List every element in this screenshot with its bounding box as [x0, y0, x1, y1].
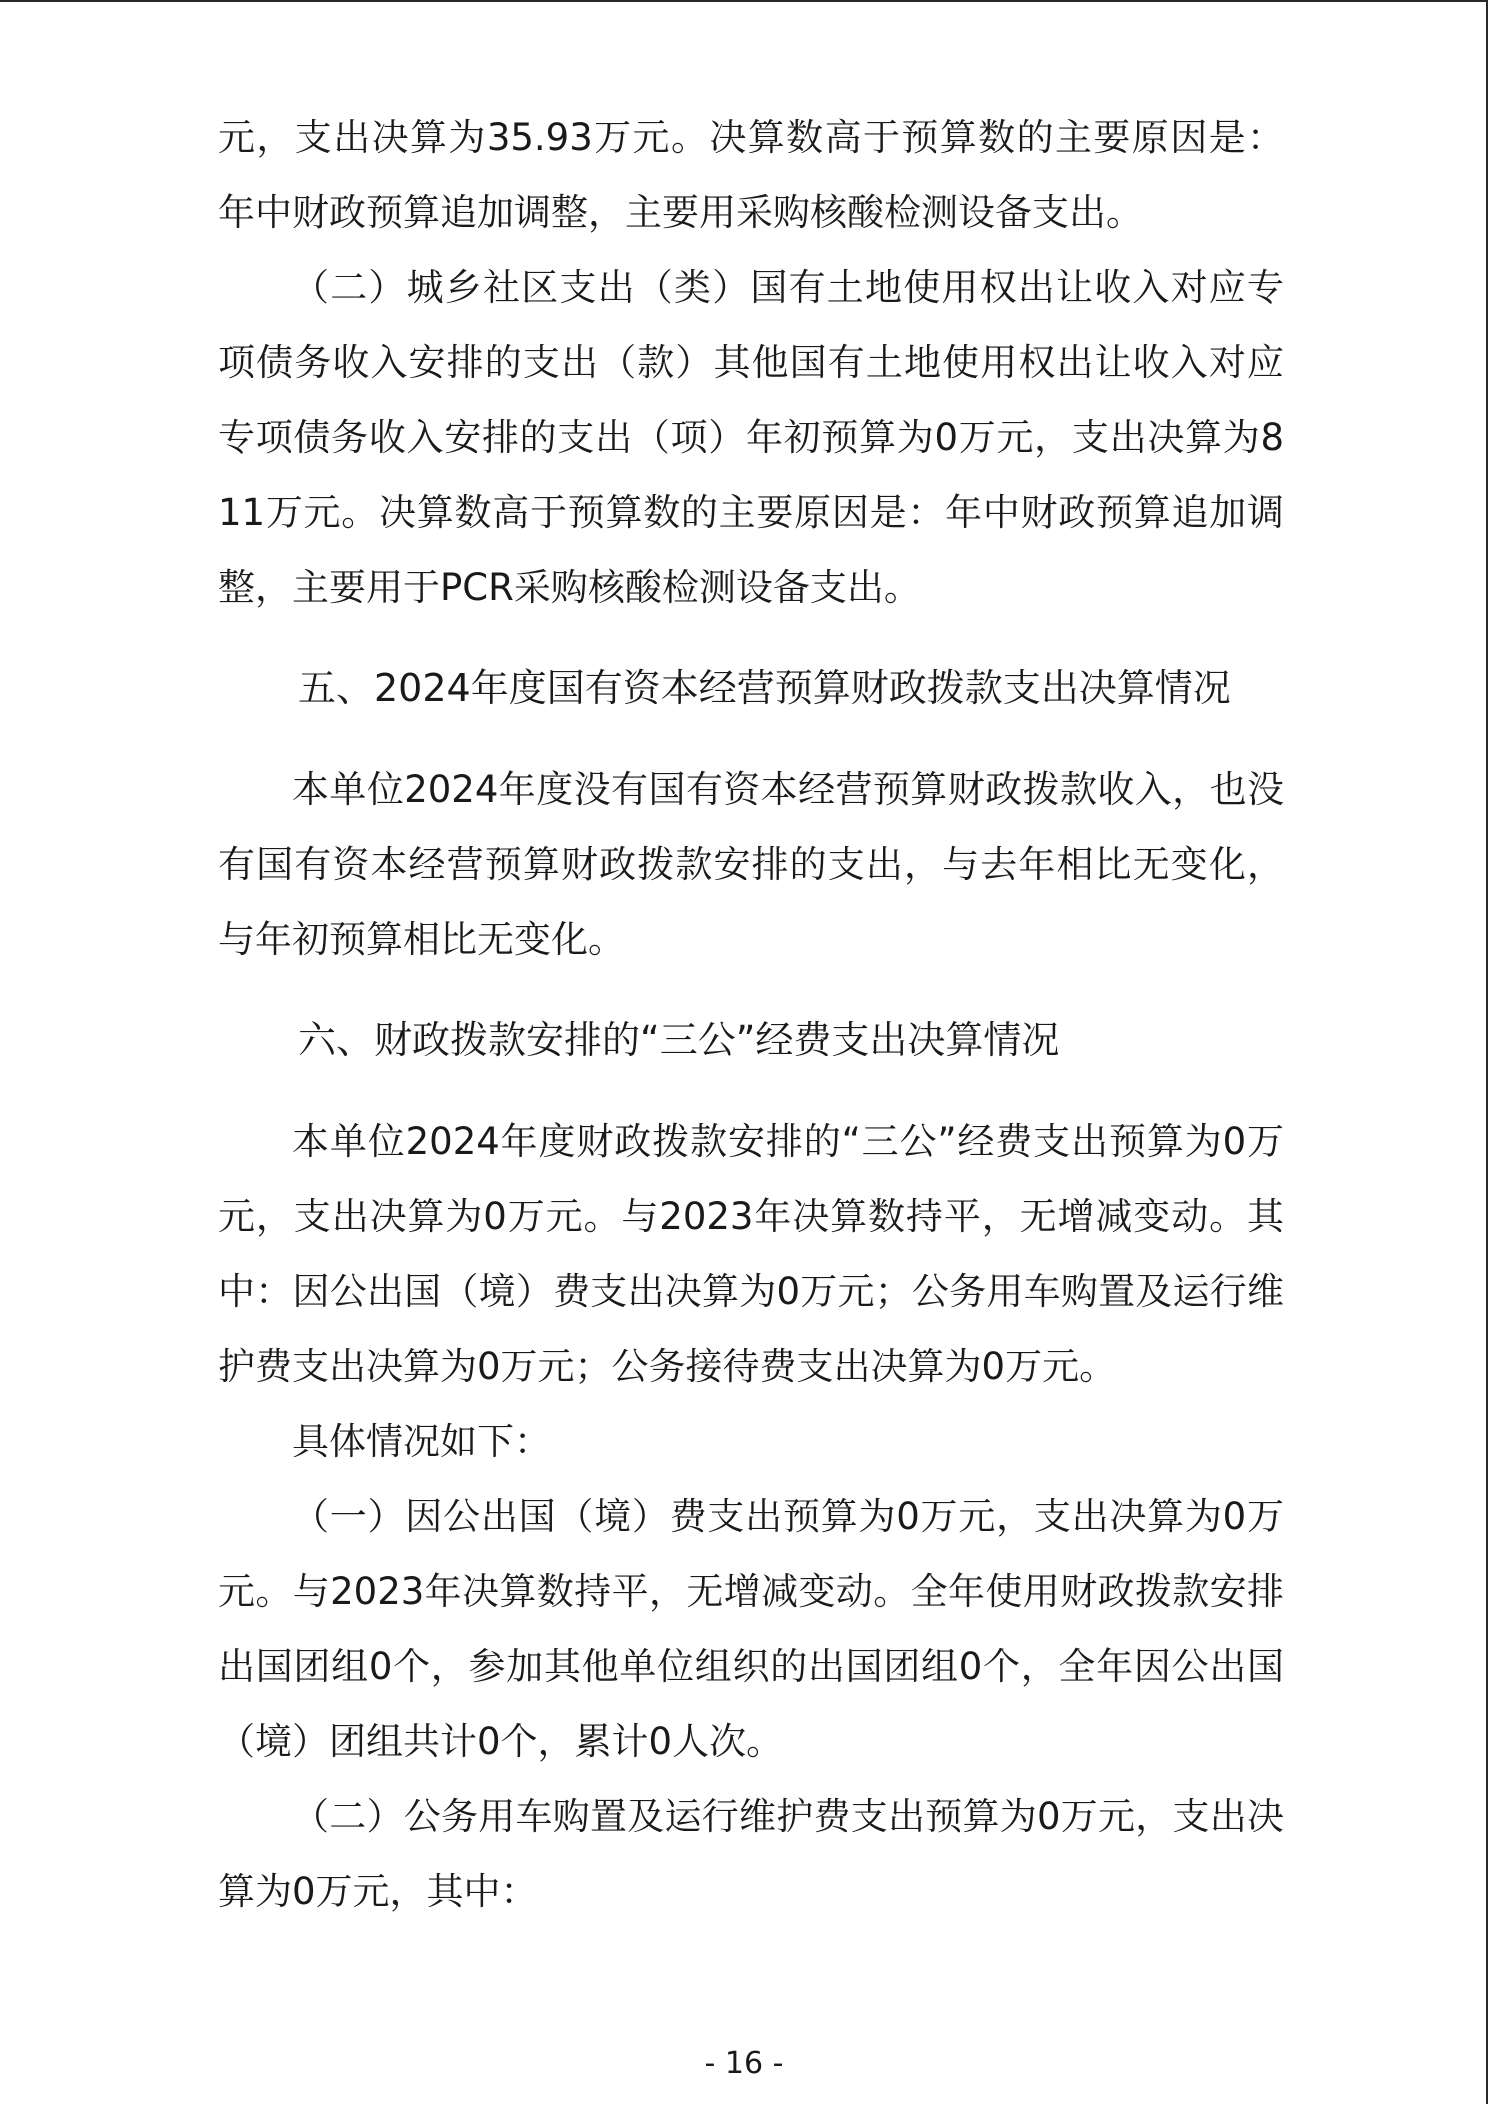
paragraph-overseas-travel: （一）因公出国（境）费支出预算为0万元，支出决算为0万元。与2023年决算数持平，无增减变动。全年使用财政拨款安排出国团组0个，参加其他单位组织的出国团组0个，全年因公出国（境）团组共计0个，累计0人次。: [218, 1495, 1284, 1763]
paragraph-three-public-expenses: 本单位2024年度财政拨款安排的“三公”经费支出预算为0万元，支出决算为0万元。与2023年决算数持平，无增减变动。其中：因公出国（境）费支出决算为0万元；公务用车购置及运行维护费支出决算为0万元；公务接待费支出决算为0万元。: [218, 1120, 1284, 1388]
paragraph-state-capital-budget: 本单位2024年度没有国有资本经营预算财政拨款收入，也没有国有资本经营预算财政拨款安排的支出，与去年相比无变化，与年初预算相比无变化。: [218, 768, 1284, 961]
paragraph-continuation: 元，支出决算为35.93万元。决算数高于预算数的主要原因是：年中财政预算追加调整，主要用采购核酸检测设备支出。: [218, 116, 1284, 234]
paragraph-official-vehicles: （二）公务用车购置及运行维护费支出预算为0万元，支出决算为0万元，其中：: [218, 1795, 1284, 1913]
paragraph-details-intro: 具体情况如下：: [292, 1420, 551, 1463]
page-border-top: [0, 0, 1488, 2]
section-heading-6: 六、财政拨款安排的“三公”经费支出决算情况: [298, 1018, 1060, 1062]
page-number: - 16 -: [704, 2046, 784, 2081]
paragraph-urban-rural-expenditure: （二）城乡社区支出（类）国有土地使用权出让收入对应专项债务收入安排的支出（款）其他国有土地使用权出让收入对应专项债务收入安排的支出（项）年初预算为0万元，支出决算为811万元。决算数高于预算数的主要原因是：年中财政预算追加调整，主要用于PCR采购核酸检测设备支出。: [218, 266, 1284, 609]
section-heading-5: 五、2024年度国有资本经营预算财政拨款支出决算情况: [298, 666, 1231, 710]
document-body: [218, 100, 1284, 1929]
